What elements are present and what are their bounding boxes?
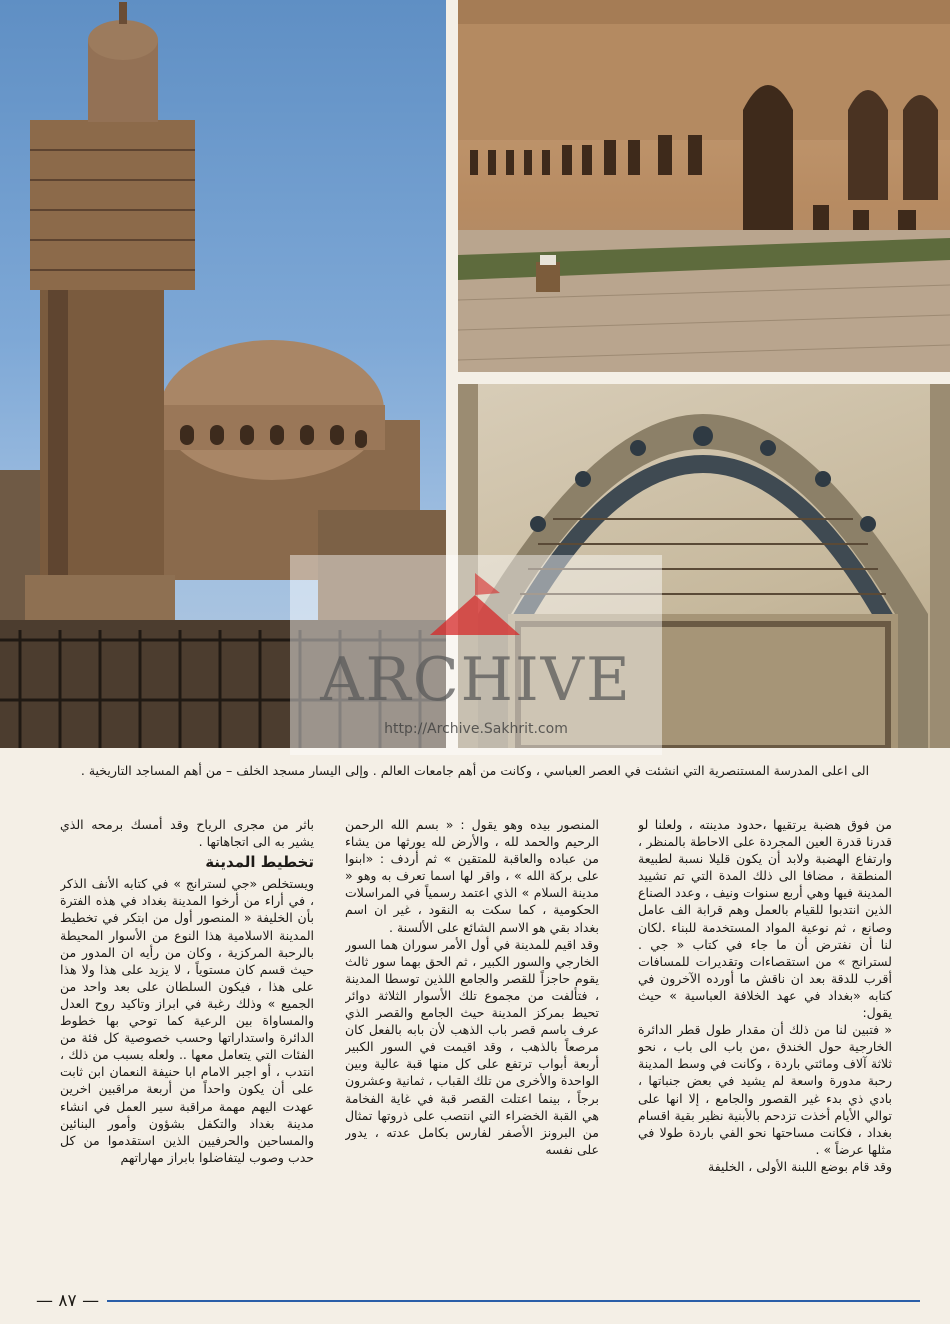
paragraph: باثر من مجرى الرياح وقد أمسك برمحه الذي يشير به الى اتجاهاتها .: [60, 817, 314, 850]
courtyard-illustration: [458, 0, 950, 372]
photo-minaret-mosque: [0, 0, 446, 748]
paragraph: من فوق هضبة يرتقيها ،حدود مدينته ، ولعلنا لو قدرنا قدرة العين المجردة على الاحاطة بالمنظر ، وارتفاع الهضبة ولابد أن يكون قليلا نسبة لطبيعة المنطقة ، مضافا الى ذلك المدة التي تم تشييد المدينة فيها وهي أربع سنوات ونيف ، وعدد الصناع الذين انتدبوا للقيام بالعمل وهم قرابة الف عامل وصانع ، ثم نوعية المواد المستخدمة للبناء .لكان لنا أن نفترض أن ما جاء في كتاب « جي . لسترانج » من استقصاءات وتقديرات للمسافات أقرب للدقة بعد ان ناقش ما أورده الآخرون في كتابه «بغداد في عهد الخلافة العباسية » حيث يقول:: [638, 817, 892, 1021]
arch-illustration: [458, 384, 950, 748]
watermark-url: http://Archive.Sakhrit.com: [384, 721, 568, 737]
paragraph: المنصور بيده وهو يقول : « بسم الله الرحمن الرحيم والحمد لله ، والأرض لله يورثها من يشاء من عباده والعاقبة للمتقين » ثم أردف : «ابنوا على بركة الله » ، واقر لها اسما تعرف به وهو « مدينة السلام » الذي اعتمد رسمياً في المراسلات الحكومية ، كما سكت به النقود ، غير ان اسم بغداد بقي هو الاسم الشائع على الألسنة .: [345, 817, 599, 935]
paragraph: وقد اقيم للمدينة في أول الأمر سوران هما السور الخارجي والسور الكبير ، ثم الحق بهما سور ثالث يقوم حاجزاً للقصر والجامع اللذين توسطا المدينة ، فتألفت من مجموع تلك الأسوار الثلاثة دوائر تحيط بمركز المدينة حيث الجامع والقصر الذي عرف باسم قصر باب الذهب لأن بابه بالفعل كان مرصعاً بالذهب ، وقد اقيمت في السور الكبير أربعة أبواب ترتفع على كل منها قبة عالية وبين الواحدة والأخرى من تلك القباب ، ثمانية وعشرون برجاً ، بينما اعتلت القصر قبة في غاية الفخامة هي القبة الخضراء التي انتصب على ذروتها تمثال من البرونز الأصفر لفارس بكامل عدته ، يدور على نفسه: [345, 936, 599, 1157]
section-heading: تخطيط المدينة: [205, 853, 314, 872]
minaret-illustration: [0, 0, 446, 748]
paragraph: وقد قام بوضع اللبنة الأولى ، الخليفة: [708, 1158, 892, 1174]
footer-rule: [30, 1300, 920, 1302]
text-column-middle: [345, 816, 599, 1286]
paragraph: « فتبين لنا من ذلك أن مقدار طول قطر الدائرة الخارجية حول الخندق ،من باب الى باب ، نحو ثلاثة آلاف ومائتي باردة ، وكانت في وسط المدينة رحبة مدورة واسعة لم يشيد في بعض جنباتها ، بادي ذي بدء غير القصور والجامع ، إلا انها على توالي الأيام أخذت تزدحم بالأبنية نظير بقية اقسام بغداد ، فكانت مساحتها نحو الفي باردة طولا في مثلها عرضاً » .: [638, 1022, 892, 1157]
photo-caption: الى اعلى المدرسة المستنصرية التي انشئت في العصر العباسي ، وكانت من أهم جامعات العالم . وإلى اليسار مسجد الخلف – من أهم المساجد التاريخية .: [80, 763, 870, 778]
photo-inscribed-arch: [458, 384, 950, 748]
photo-mustansiriya-courtyard: [458, 0, 950, 372]
page-number: — ٨٧ —: [28, 1290, 107, 1312]
paragraph: ويستخلص «جي لسترانج » في كتابه الأنف الذكر ، في أراء من أرخوا المدينة بغداد في هذه الفترة بأن الخليفة « المنصور أول من ابتكر في تخطيط المدينة الاسلامية هذا النوع من الأسوار المحيطة بالرحبة المركزية ، وكان من رأيه ان المدور من حيث قسم كان مستوياً ، لا يزيد على هذا ولا هذا على هذا ، فيكون السلطان على بعد واحد من الجميع » وذلك رغبة في ابراز وتاكيد روح العدل والمساواة بين الرعية كما توحي بها خطوط الدائرة واستداراتها وحسب خصوصية كل فئة من الفئات التي يتعامل معها .. ولعله بسبب من ذلك ، انتدب ، أو اجبر الامام ابا حنيفة النعمان ابن ثابت على أن يكون واحداً من أربعة مراقبين اخرين عهدت اليهم مهمة مراقبة سير العمل في انشاء مدينة بغداد والتكفل بشؤون وأمور البنائين والمساحين والحرفيين الذين استقدموا من كل حدب وصوب ليتفاضلوا بابراز مهاراتهم: [60, 876, 314, 1165]
text-column-right: [638, 816, 892, 1286]
watermark-text: ARCHIVE: [320, 645, 632, 715]
text-column-left: [60, 816, 314, 1286]
